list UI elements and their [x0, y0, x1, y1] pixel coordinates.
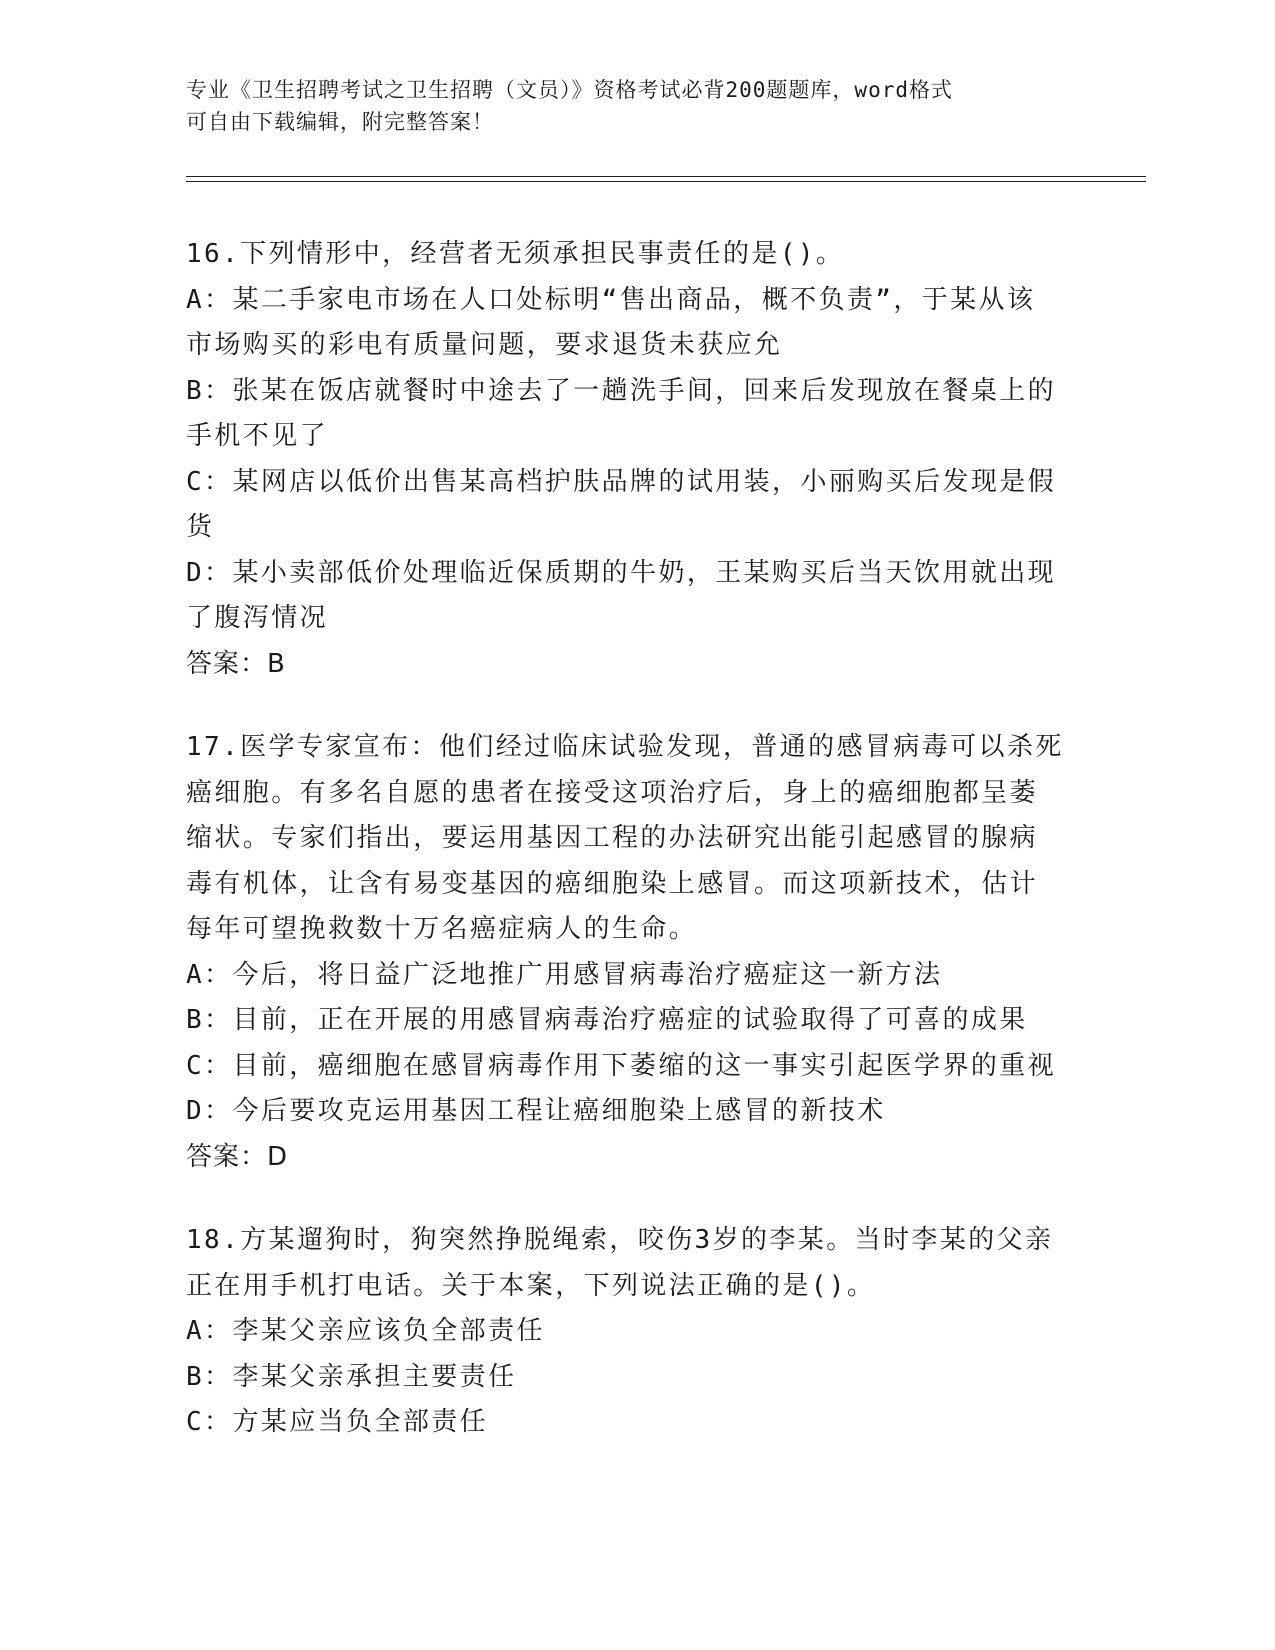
option-a: A：李某父亲应该负全部责任 [186, 1316, 545, 1346]
question-17-stem-continued: 每年可望挽救数十万名癌症病人的生命。 [186, 914, 698, 944]
question-17-answer: 答案：D [186, 1141, 289, 1172]
option-d-continued: 了腹泻情况 [186, 603, 329, 633]
option-a-continued: 市场购买的彩电有质量问题，要求退货未获应允 [186, 330, 783, 360]
option-d: D：某小卖部低价处理临近保质期的牛奶，王某购买后当天饮用就出现 [186, 557, 1057, 588]
question-16-answer: 答案：B [186, 648, 286, 679]
header-divider-bottom [186, 181, 1146, 182]
option-b: B：李某父亲承担主要责任 [186, 1361, 517, 1392]
question-18 [186, 1218, 1086, 1446]
option-c: C：目前，癌细胞在感冒病毒作用下萎缩的这一事实引起医学界的重视 [186, 1050, 1057, 1081]
option-c-continued: 货 [186, 512, 215, 542]
option-b-continued: 手机不见了 [186, 421, 329, 451]
question-16-stem: 16.下列情形中，经营者无须承担民事责任的是()。 [186, 239, 845, 269]
option-a: A：某二手家电市场在人口处标明“售出商品，概不负责”，于某从该 [186, 284, 1036, 315]
question-18-stem-continued: 正在用手机打电话。关于本案，下列说法正确的是()。 [186, 1270, 876, 1301]
question-17-stem-continued: 缩状。专家们指出，要运用基因工程的办法研究出能引起感冒的腺病 [186, 823, 1039, 853]
document-header [186, 74, 1076, 138]
question-17-stem-continued: 癌细胞。有多名自愿的患者在接受这项治疗后，身上的癌细胞都呈萎 [186, 777, 1039, 808]
question-17-stem: 17.医学专家宣布：他们经过临床试验发现，普通的感冒病毒可以杀死 [186, 732, 1064, 762]
option-c: C：某网店以低价出售某高档护肤品牌的试用装，小丽购买后发现是假 [186, 466, 1057, 497]
question-list [186, 232, 1086, 1484]
option-b: B：张某在饭店就餐时中途去了一趟洗手间，回来后发现放在餐桌上的 [186, 375, 1057, 406]
question-16 [186, 232, 1086, 687]
option-d: D：今后要攻克运用基因工程让癌细胞染上感冒的新技术 [186, 1096, 886, 1126]
option-a: A：今后，将日益广泛地推广用感冒病毒治疗癌症这一新方法 [186, 959, 943, 990]
question-18-stem: 18.方某遛狗时，狗突然挣脱绳索，咬伤3岁的李某。当时李某的父亲 [186, 1225, 1054, 1255]
header-line-2: 可自由下载编辑，附完整答案！ [186, 110, 494, 134]
header-line-1: 专业《卫生招聘考试之卫生招聘（文员）》资格考试必背200题题库，word格式 [186, 78, 953, 102]
option-c: C：方某应当负全部责任 [186, 1407, 489, 1437]
option-b: B：目前，正在开展的用感冒病毒治疗癌症的试验取得了可喜的成果 [186, 1005, 1028, 1035]
question-17 [186, 725, 1086, 1180]
header-divider-top [186, 176, 1146, 177]
question-17-stem-continued: 毒有机体，让含有易变基因的癌细胞染上感冒。而这项新技术，估计 [186, 868, 1039, 899]
